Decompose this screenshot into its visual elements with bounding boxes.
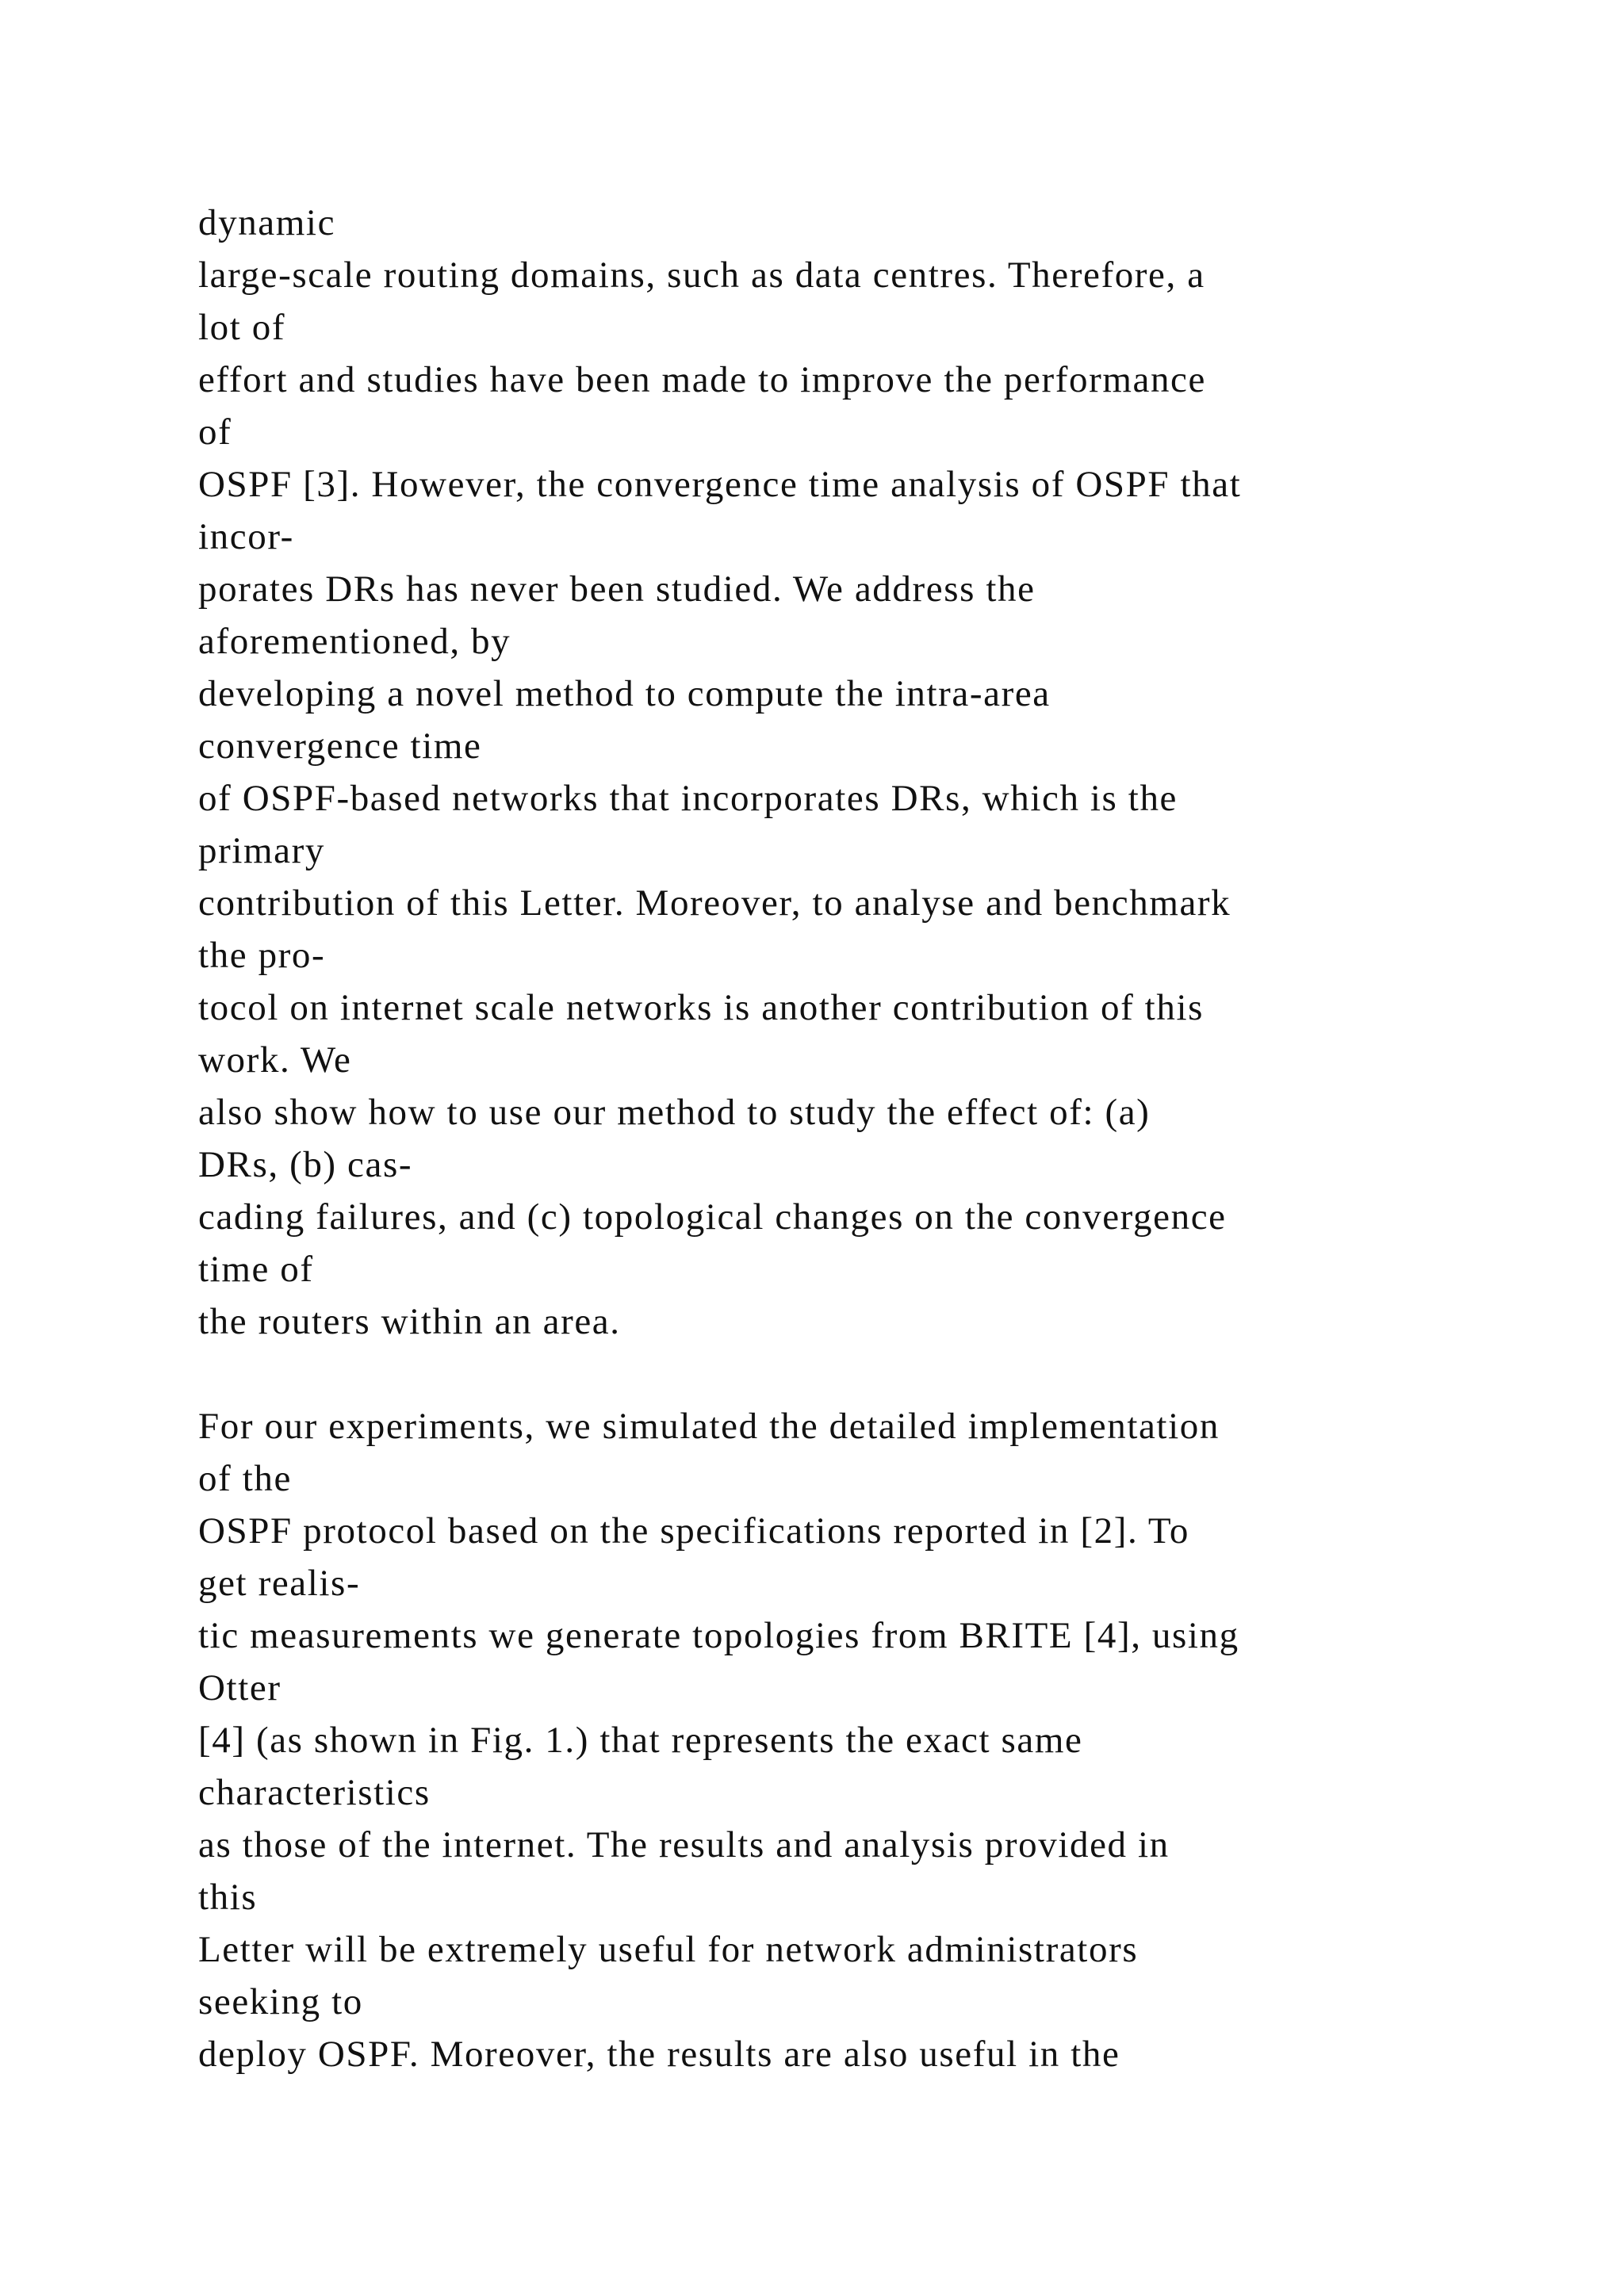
text-line: large-scale routing domains, such as data centres. Therefore, a bbox=[198, 254, 1205, 296]
text-line: For our experiments, we simulated the detailed implementation bbox=[198, 1406, 1220, 1447]
text-line: the routers within an area. bbox=[198, 1301, 621, 1342]
text-line: tic measurements we generate topologies from BRITE [4], using bbox=[198, 1615, 1239, 1656]
text-line: developing a novel method to compute the intra-area bbox=[198, 673, 1051, 714]
text-line: primary bbox=[198, 830, 325, 871]
text-line: work. We bbox=[198, 1039, 352, 1081]
text-line: [4] (as shown in Fig. 1.) that represents the exact same bbox=[198, 1720, 1083, 1761]
text-line: tocol on internet scale networks is another contribution of this bbox=[198, 987, 1204, 1028]
text-line: the pro- bbox=[198, 935, 326, 976]
text-line: also show how to use our method to study the effect of: (a) bbox=[198, 1092, 1151, 1133]
text-line: porates DRs has never been studied. We address the bbox=[198, 568, 1036, 610]
text-line: of bbox=[198, 411, 232, 453]
text-line: seeking to bbox=[198, 1981, 363, 2022]
text-line: deploy OSPF. Moreover, the results are also useful in the bbox=[198, 2034, 1120, 2075]
text-line: effort and studies have been made to improve the performance bbox=[198, 359, 1206, 400]
text-line: DRs, (b) cas- bbox=[198, 1144, 413, 1185]
text-line: aforementioned, by bbox=[198, 621, 511, 662]
text-line: of OSPF-based networks that incorporates DRs, which is the bbox=[198, 778, 1178, 819]
text-line: of the bbox=[198, 1458, 292, 1499]
text-line: characteristics bbox=[198, 1772, 431, 1813]
text-line: Otter bbox=[198, 1667, 282, 1709]
text-line: time of bbox=[198, 1249, 314, 1290]
text-line: as those of the internet. The results and analysis provided in bbox=[198, 1824, 1170, 1866]
text-line: OSPF [3]. However, the convergence time analysis of OSPF that bbox=[198, 464, 1242, 505]
text-line: Letter will be extremely useful for network administrators bbox=[198, 1929, 1139, 1970]
text-line: get realis- bbox=[198, 1563, 361, 1604]
text-line: contribution of this Letter. Moreover, to analyse and benchmark bbox=[198, 882, 1231, 924]
text-line: cading failures, and (c) topological changes on the convergence bbox=[198, 1196, 1227, 1238]
paragraph-1 bbox=[198, 197, 1546, 1348]
text-line: dynamic bbox=[198, 202, 336, 243]
text-line: convergence time bbox=[198, 725, 482, 767]
text-line: incor- bbox=[198, 516, 294, 557]
text-line: lot of bbox=[198, 307, 286, 348]
text-line: this bbox=[198, 1877, 258, 1918]
paragraph-2 bbox=[198, 1400, 1546, 2080]
text-line: OSPF protocol based on the specifications reported in [2]. To bbox=[198, 1510, 1189, 1552]
